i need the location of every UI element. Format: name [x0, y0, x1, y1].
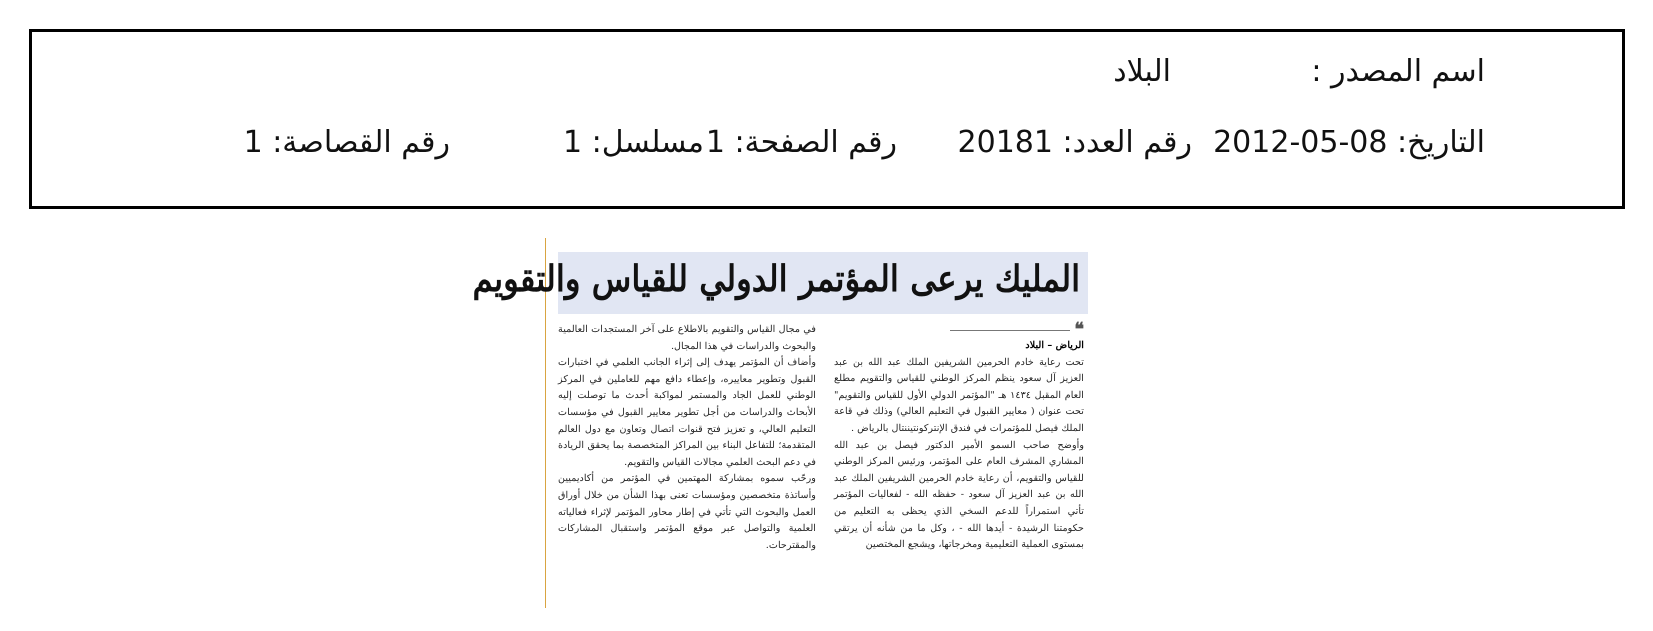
headline-band: [472, 252, 1088, 314]
dateline-row: [834, 319, 1084, 340]
article-dateline: الرياض – البلاد: [1025, 340, 1084, 351]
quote-icon: ❝: [1074, 319, 1084, 340]
article-column-right: [834, 319, 1084, 554]
clip-number: رقم القصاصة: 1: [243, 125, 450, 160]
article-headline: المليك يرعى المؤتمر الدولي للقياس والتقويم: [472, 258, 1080, 300]
newspaper-clipping: [472, 238, 1092, 608]
article-paragraph: وأضاف أن المؤتمر يهدف إلى إثراء الجانب العلمي في اختبارات القبول وتطوير معاييره، وإعطاء دافع مهم للعاملين في المركز الوطني للعمل الجاد والمستمر لمواكبة أحدث ما توصلت إليه الأبحاث والدراسات من أجل تطوير معايير القبول في مؤسسات التعليم العالي، و تعزيز فتح قنوات اتصال وتعاون مع دول العالم المتقدمة؛ للتفاعل البناء بين المراكز المتخصصة بما يحقق الريادة في دعم البحث العلمي مجالات القياس والتقويم.: [558, 357, 816, 468]
article-column-left: [558, 322, 816, 554]
article-paragraph: في مجال القياس والتقويم بالاطلاع على آخر المستجدات العالمية والبحوث والدراسات في هذا المجال.: [558, 324, 816, 352]
serial-number: مسلسل: 1: [563, 125, 704, 160]
issue-number: رقم العدد: 20181: [957, 125, 1192, 160]
page-number: رقم الصفحة: 1: [705, 125, 897, 160]
article-paragraph: وأوضح صاحب السمو الأمير الدكتور فيصل بن عبد الله المشاري المشرف العام على المؤتمر، ورئيس المركز الوطني للقياس والتقويم، أن رعاية خادم الحرمين الشريفين الملك عبد الله بن عبد العزيز آل سعود - حفظه الله - لفعاليات المؤتمر تأتي استمراراً للدعم السخي الذي يحظى به التعليم من حكومتنا الرشيدة - أيدها الله - ، وكل ما من شأنه أن يرتقي بمستوى العملية التعليمية ومخرجاتها، ويشجع المختصين: [834, 439, 1084, 551]
dateline-rule: [950, 330, 1070, 331]
source-label: اسم المصدر :: [1311, 54, 1485, 89]
article-paragraph: ورحّب سموه بمشاركة المهتمين في المؤتمر من أكاديميين وأساتذة متخصصين ومؤسسات تعنى بهذا الشأن من خلال أوراق العمل والبحوث التي تأتي في إطار محاور المؤتمر لإثراء فعالياته العلمية والتواصل عبر موقع المؤتمر واستقبال المشاركات والمقترحات.: [558, 473, 816, 551]
date-field: التاريخ: 08-05-2012: [1213, 125, 1485, 160]
source-value: البلاد: [1113, 54, 1171, 89]
metadata-box: [29, 29, 1625, 209]
article-paragraph: تحت رعاية خادم الحرمين الشريفين الملك عبد الله بن عبد العزيز آل سعود ينظم المركز الوطني للقياس والتقويم مطلع العام المقبل ١٤٣٤ هـ "المؤتمر الدولي الأول للقياس والتقويم" تحت عنوان ( معايير القبول في التعليم العالي) وذلك في قاعة الملك فيصل للمؤتمرات في فندق الإنتركونتيننتال بالرياض .: [834, 356, 1084, 434]
